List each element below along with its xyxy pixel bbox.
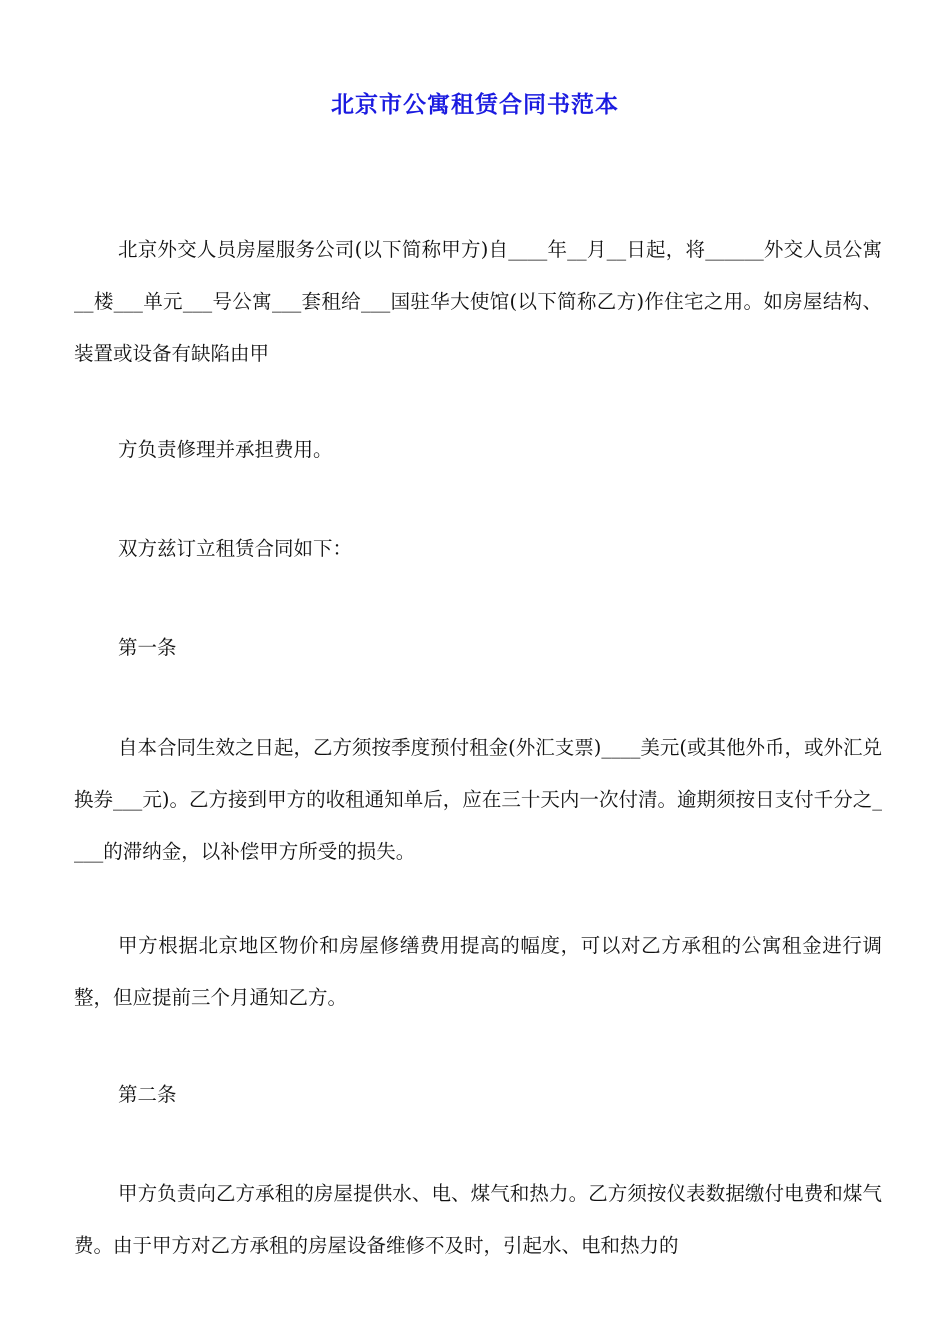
paragraph-agreement: 双方兹订立租赁合同如下： <box>118 537 353 560</box>
paragraph-rent-payment: 自本合同生效之日起，乙方须按季度预付租金(外汇支票)____美元(或其他外币，或外汇兑换券___元)。乙方接到甲方的收租通知单后，应在三十天内一次付清。逾期须按日支付千分之____的滞纳金，以补偿甲方所受的损失。 <box>74 736 882 863</box>
article-two-heading: 第二条 <box>118 1083 177 1106</box>
document-title: 北京市公寓租赁合同书范本 <box>331 92 619 118</box>
paragraph-repair: 方负责修理并承担费用。 <box>118 438 333 461</box>
paragraph-utilities: 甲方负责向乙方承租的房屋提供水、电、煤气和热力。乙方须按仪表数据缴付电费和煤气费。由于甲方对乙方承租的房屋设备维修不及时，引起水、电和热力的 <box>74 1182 882 1257</box>
paragraph-rent-adjustment: 甲方根据北京地区物价和房屋修缮费用提高的幅度，可以对乙方承租的公寓租金进行调整，但应提前三个月通知乙方。 <box>74 934 882 1009</box>
paragraph-intro: 北京外交人员房屋服务公司(以下简称甲方)自____年__月__日起，将______外交人员公寓__楼___单元___号公寓___套租给___国驻华大使馆(以下简称乙方)作住宅之用。如房屋结构、装置或设备有缺陷由甲 <box>74 238 882 365</box>
article-one-heading: 第一条 <box>118 636 177 659</box>
